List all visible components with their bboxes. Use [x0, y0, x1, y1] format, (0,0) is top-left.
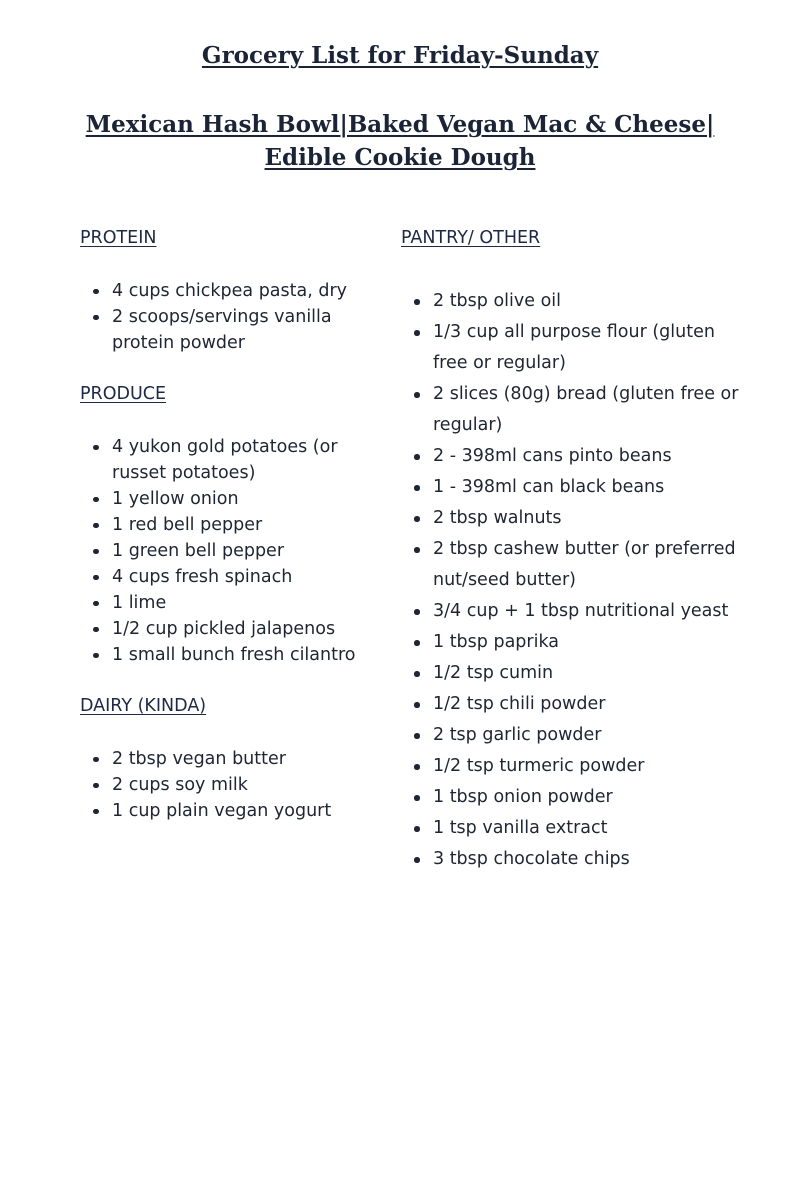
section-dairy [80, 694, 390, 824]
list-item: 2 tbsp walnuts [401, 503, 741, 534]
item-list [401, 286, 741, 875]
list-item: 1 - 398ml can black beans [401, 472, 741, 503]
section-protein [80, 226, 390, 356]
list-item: 2 scoops/servings vanilla protein powder [80, 304, 390, 356]
section-pantry [401, 226, 741, 875]
list-item: 3 tbsp chocolate chips [401, 844, 741, 875]
item-list [80, 434, 390, 668]
list-item: 1/2 tsp chili powder [401, 689, 741, 720]
section-heading: PRODUCE [80, 384, 167, 404]
section-produce [80, 382, 390, 668]
left-column [80, 226, 390, 850]
section-heading: PROTEIN [80, 228, 157, 248]
list-item: 1/2 cup pickled jalapenos [80, 616, 390, 642]
page-title: Grocery List for Friday-Sunday [201, 42, 599, 69]
list-item: 4 yukon gold potatoes (or russet potatoes) [80, 434, 390, 486]
list-item: 2 slices (80g) bread (gluten free or regular) [401, 379, 741, 441]
list-item: 1/2 tsp turmeric powder [401, 751, 741, 782]
list-item: 1 red bell pepper [80, 512, 390, 538]
list-item: 2 tsp garlic powder [401, 720, 741, 751]
right-column [401, 226, 741, 875]
section-heading: DAIRY (KINDA) [80, 696, 207, 716]
list-item: 2 tbsp olive oil [401, 286, 741, 317]
document-header [0, 40, 800, 174]
list-item: 2 - 398ml cans pinto beans [401, 441, 741, 472]
list-item: 3/4 cup + 1 tbsp nutritional yeast [401, 596, 741, 627]
list-item: 1 yellow onion [80, 486, 390, 512]
list-item: 1/2 tsp cumin [401, 658, 741, 689]
list-item: 1 tbsp paprika [401, 627, 741, 658]
section-heading: PANTRY/ OTHER [401, 228, 541, 248]
list-item: 1/3 cup all purpose flour (gluten free or regular) [401, 317, 741, 379]
list-item: 1 tsp vanilla extract [401, 813, 741, 844]
item-list [80, 278, 390, 356]
list-item: 4 cups chickpea pasta, dry [80, 278, 390, 304]
list-item: 1 green bell pepper [80, 538, 390, 564]
list-item: 1 cup plain vegan yogurt [80, 798, 390, 824]
list-item: 2 tbsp vegan butter [80, 746, 390, 772]
list-item: 4 cups fresh spinach [80, 564, 390, 590]
list-item: 2 cups soy milk [80, 772, 390, 798]
list-item: 1 lime [80, 590, 390, 616]
list-item: 1 small bunch fresh cilantro [80, 642, 390, 668]
item-list [80, 746, 390, 824]
list-item: 2 tbsp cashew butter (or preferred nut/seed butter) [401, 534, 741, 596]
page-subtitle: Mexican Hash Bowl|Baked Vegan Mac & Cheese| Edible Cookie Dough [85, 111, 715, 171]
list-item: 1 tbsp onion powder [401, 782, 741, 813]
